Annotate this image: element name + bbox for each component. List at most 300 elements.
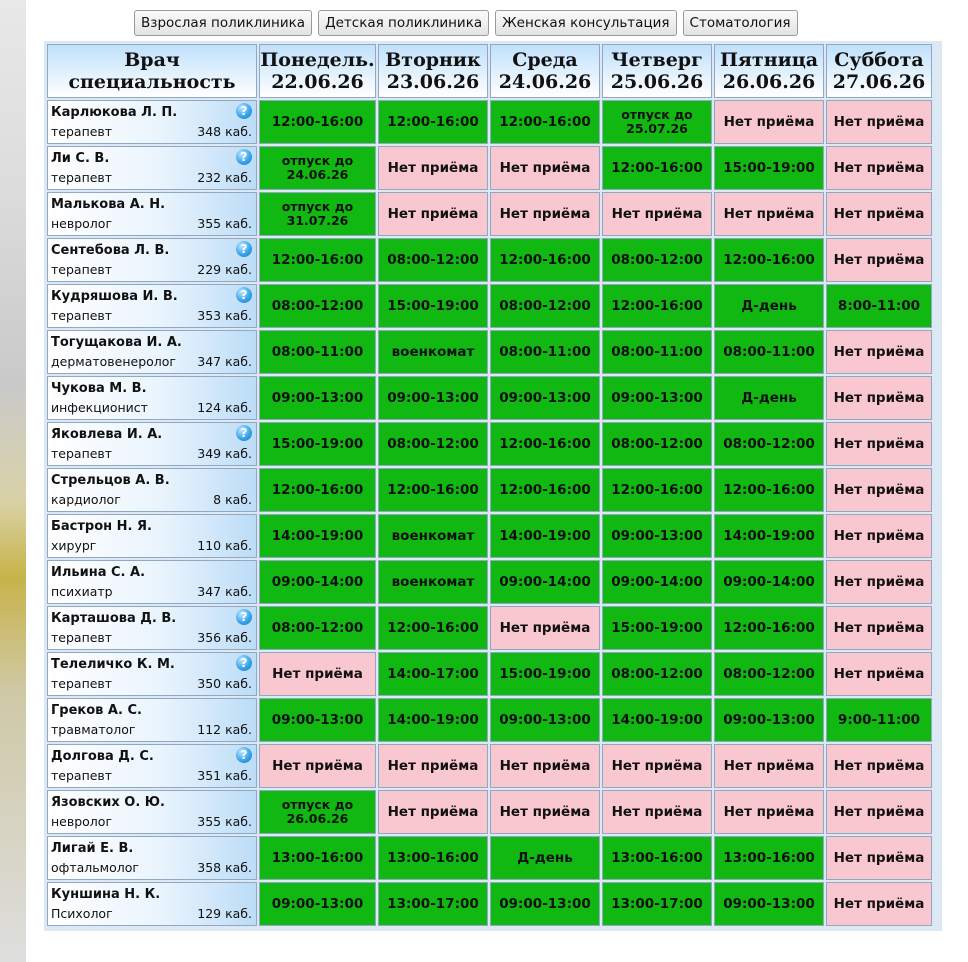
help-icon[interactable]: ? <box>236 425 252 441</box>
slot-text: 13:00-16:00 <box>271 849 364 866</box>
schedule-slot-available[interactable] <box>378 100 488 144</box>
doctor-room: 232 каб. <box>197 170 252 185</box>
schedule-slot-available[interactable] <box>259 422 376 466</box>
schedule-table <box>45 42 934 928</box>
slot-text: 08:00-12:00 <box>611 251 703 268</box>
doctor-name[interactable]: Кудряшова И. В. <box>51 289 178 304</box>
schedule-slot-available[interactable] <box>378 698 488 742</box>
schedule-slot-available[interactable] <box>490 376 600 420</box>
schedule-slot-unavailable <box>826 468 932 512</box>
schedule-slot-unavailable <box>826 330 932 374</box>
schedule-slot-available[interactable] <box>490 560 600 604</box>
table-row <box>47 376 932 420</box>
doctor-cell <box>47 882 257 926</box>
doctor-info <box>48 469 256 511</box>
slot-text: отпуск до 26.06.26 <box>281 797 354 826</box>
schedule-slot-available[interactable] <box>490 422 600 466</box>
slot-text: 09:00-14:00 <box>271 573 364 590</box>
slot-text: Нет приёма <box>272 665 363 682</box>
schedule-slot-unavailable <box>826 882 932 926</box>
schedule-slot-available[interactable] <box>602 146 712 190</box>
day-name: Вторник <box>385 49 481 71</box>
table-row <box>47 606 932 650</box>
schedule-slot-unavailable <box>826 560 932 604</box>
slot-text: отпуск до 25.07.26 <box>621 107 693 136</box>
help-icon[interactable]: ? <box>236 241 252 257</box>
slot-text: Нет приёма <box>387 205 479 222</box>
schedule-slot-available[interactable] <box>259 514 376 558</box>
doctor-cell <box>47 514 257 558</box>
doctor-room: 347 каб. <box>197 584 252 599</box>
schedule-slot-available[interactable] <box>259 698 376 742</box>
schedule-slot-available[interactable] <box>259 560 376 604</box>
slot-text: 8:00-11:00 <box>837 297 921 314</box>
doctor-name[interactable]: Тогущакова И. А. <box>51 335 182 350</box>
schedule-slot-available[interactable] <box>602 100 712 144</box>
slot-text: 13:00-16:00 <box>723 849 815 866</box>
doctor-specialty: дерматовенеролог <box>51 354 176 369</box>
doctor-name[interactable]: Ли С. В. <box>51 151 110 166</box>
table-row <box>47 744 932 788</box>
schedule-slot-available[interactable] <box>602 606 712 650</box>
schedule-slot-available[interactable] <box>378 514 488 558</box>
schedule-slot-unavailable <box>826 192 932 236</box>
slot-text: Нет приёма <box>833 251 925 268</box>
slot-text: 15:00-19:00 <box>723 159 815 176</box>
doctor-info <box>48 193 256 235</box>
slot-text: 12:00-16:00 <box>499 113 591 130</box>
slot-text: военкомат <box>391 343 475 360</box>
slot-text: 08:00-12:00 <box>723 665 815 682</box>
slot-text: Нет приёма <box>723 113 815 130</box>
slot-text: Нет приёма <box>833 159 925 176</box>
doctor-name[interactable]: Малькова А. Н. <box>51 197 166 212</box>
slot-text: 12:00-16:00 <box>499 481 591 498</box>
schedule-slot-available[interactable] <box>259 238 376 282</box>
slot-text: 09:00-13:00 <box>271 389 364 406</box>
slot-text: 09:00-13:00 <box>387 389 479 406</box>
schedule-slot-available[interactable] <box>259 146 376 190</box>
slot-text: военкомат <box>391 573 475 590</box>
table-row <box>47 238 932 282</box>
schedule-slot-available[interactable] <box>714 560 824 604</box>
schedule-slot-available[interactable] <box>714 836 824 880</box>
slot-text: 08:00-12:00 <box>271 619 364 636</box>
slot-text: 15:00-19:00 <box>387 297 479 314</box>
schedule-slot-unavailable <box>826 744 932 788</box>
slot-text: Д-день <box>517 849 573 866</box>
doctor-specialty: Психолог <box>51 906 113 921</box>
slot-text: 08:00-12:00 <box>723 435 815 452</box>
table-row <box>47 790 932 834</box>
tab-dentistry[interactable]: Стоматология <box>683 10 798 36</box>
day-date: 24.06.26 <box>498 71 592 93</box>
schedule-slot-available[interactable] <box>378 882 488 926</box>
schedule-slot-available[interactable] <box>602 514 712 558</box>
doctor-name[interactable]: Бастрон Н. Я. <box>51 519 152 534</box>
slot-text: Нет приёма <box>833 849 925 866</box>
doctor-info <box>48 331 256 373</box>
background-photo-strip <box>0 0 26 962</box>
schedule-slot-unavailable <box>714 790 824 834</box>
slot-text: отпуск до 31.07.26 <box>281 199 354 228</box>
doctor-name[interactable]: Язовских О. Ю. <box>51 795 165 810</box>
schedule-slot-available[interactable] <box>378 422 488 466</box>
schedule-slot-available[interactable] <box>602 422 712 466</box>
clinic-tabs <box>134 10 798 36</box>
help-icon[interactable]: ? <box>236 103 252 119</box>
doctor-room: 351 каб. <box>197 768 252 783</box>
slot-text: 09:00-13:00 <box>499 895 591 912</box>
slot-text: Нет приёма <box>723 757 815 774</box>
slot-text: 09:00-13:00 <box>499 711 591 728</box>
schedule-body <box>47 100 932 926</box>
slot-text: Нет приёма <box>499 803 591 820</box>
day-header-sat <box>826 44 932 98</box>
slot-text: Д-день <box>741 297 797 314</box>
slot-text: 08:00-11:00 <box>499 343 591 360</box>
table-row <box>47 514 932 558</box>
schedule-slot-available[interactable] <box>378 330 488 374</box>
doctor-room: 8 каб. <box>213 492 252 507</box>
schedule-slot-available[interactable] <box>714 698 824 742</box>
schedule-slot-available[interactable] <box>378 238 488 282</box>
slot-text: 12:00-16:00 <box>723 619 815 636</box>
schedule-slot-available[interactable] <box>259 882 376 926</box>
doctor-specialty: хирург <box>51 538 97 553</box>
doctor-room: 349 каб. <box>197 446 252 461</box>
doctor-room: 229 каб. <box>197 262 252 277</box>
doctor-cell <box>47 422 257 466</box>
slot-text: 12:00-16:00 <box>723 481 815 498</box>
slot-text: 12:00-16:00 <box>611 481 703 498</box>
table-row <box>47 422 932 466</box>
doctor-info <box>48 423 256 465</box>
schedule-slot-available[interactable] <box>714 606 824 650</box>
slot-text: Нет приёма <box>833 665 925 682</box>
doctor-name[interactable]: Карлюкова Л. П. <box>51 105 178 120</box>
day-name: Понедель. <box>260 49 375 71</box>
slot-text: Нет приёма <box>833 619 925 636</box>
slot-text: Нет приёма <box>833 113 925 130</box>
day-header-mon <box>259 44 376 98</box>
tab-women-consultation[interactable]: Женская консультация <box>495 10 676 36</box>
schedule-slot-unavailable <box>714 192 824 236</box>
schedule-slot-available[interactable] <box>602 652 712 696</box>
schedule-slot-available[interactable] <box>714 514 824 558</box>
doctor-name[interactable]: Чукова М. В. <box>51 381 147 396</box>
doctor-info <box>48 101 256 143</box>
doctor-name[interactable]: Греков А. С. <box>51 703 142 718</box>
slot-text: Нет приёма <box>833 895 925 912</box>
schedule-slot-available[interactable] <box>490 330 600 374</box>
doctor-info <box>48 607 256 649</box>
schedule-slot-available[interactable] <box>714 652 824 696</box>
doctor-room: 110 каб. <box>197 538 252 553</box>
schedule-slot-available[interactable] <box>259 836 376 880</box>
schedule-slot-available[interactable] <box>714 330 824 374</box>
table-row <box>47 146 932 190</box>
slot-text: 09:00-13:00 <box>499 389 591 406</box>
doctor-column-header <box>47 44 257 98</box>
slot-text: 14:00-19:00 <box>611 711 703 728</box>
day-date: 26.06.26 <box>722 71 816 93</box>
schedule-slot-available[interactable] <box>490 100 600 144</box>
slot-text: 08:00-11:00 <box>611 343 703 360</box>
schedule-slot-available[interactable] <box>602 330 712 374</box>
doctor-specialty: терапевт <box>51 768 113 783</box>
schedule-slot-available[interactable] <box>714 238 824 282</box>
doctor-name[interactable]: Долгова Д. С. <box>51 749 154 764</box>
doctor-name[interactable]: Ильина С. А. <box>51 565 146 580</box>
schedule-slot-available[interactable] <box>378 284 488 328</box>
day-name: Четверг <box>611 49 703 71</box>
doctor-specialty: терапевт <box>51 170 113 185</box>
help-icon[interactable]: ? <box>236 609 252 625</box>
doctor-specialty: терапевт <box>51 630 113 645</box>
slot-text: 08:00-12:00 <box>499 297 591 314</box>
schedule-slot-available[interactable] <box>602 284 712 328</box>
slot-text: 09:00-13:00 <box>723 895 815 912</box>
slot-text: Нет приёма <box>611 803 703 820</box>
schedule-slot-available[interactable] <box>490 698 600 742</box>
schedule-slot-unavailable <box>826 606 932 650</box>
schedule-slot-available[interactable] <box>259 606 376 650</box>
slot-text: 09:00-13:00 <box>723 711 815 728</box>
schedule-slot-available[interactable] <box>602 560 712 604</box>
doctor-cell <box>47 744 257 788</box>
doctor-info <box>48 561 256 603</box>
doctor-info <box>48 377 256 419</box>
doctor-cell <box>47 652 257 696</box>
slot-text: 09:00-14:00 <box>499 573 591 590</box>
slot-text: 08:00-12:00 <box>387 435 479 452</box>
schedule-slot-available[interactable] <box>259 192 376 236</box>
table-row <box>47 468 932 512</box>
doctor-name[interactable]: Лигай Е. В. <box>51 841 134 856</box>
doctor-info <box>48 791 256 833</box>
schedule-slot-available[interactable] <box>602 836 712 880</box>
doctor-specialty: невролог <box>51 814 113 829</box>
schedule-slot-available[interactable] <box>378 836 488 880</box>
schedule-slot-available[interactable] <box>378 606 488 650</box>
slot-text: 13:00-17:00 <box>387 895 479 912</box>
schedule-slot-available[interactable] <box>490 284 600 328</box>
slot-text: 14:00-19:00 <box>387 711 479 728</box>
schedule-slot-available[interactable] <box>378 468 488 512</box>
schedule-slot-available[interactable] <box>826 284 932 328</box>
schedule-slot-available[interactable] <box>714 376 824 420</box>
schedule-slot-available[interactable] <box>259 100 376 144</box>
doctor-name[interactable]: Карташова Д. В. <box>51 611 177 626</box>
slot-text: 15:00-19:00 <box>611 619 703 636</box>
schedule-slot-available[interactable] <box>602 698 712 742</box>
schedule-slot-available[interactable] <box>602 882 712 926</box>
schedule-slot-unavailable <box>714 744 824 788</box>
slot-text: Нет приёма <box>833 343 925 360</box>
schedule-slot-available[interactable] <box>490 836 600 880</box>
schedule-slot-available[interactable] <box>490 652 600 696</box>
table-row <box>47 192 932 236</box>
schedule-slot-available[interactable] <box>378 376 488 420</box>
doctor-room: 124 каб. <box>197 400 252 415</box>
doctor-name[interactable]: Телеличко К. М. <box>51 657 175 672</box>
slot-text: Нет приёма <box>387 159 479 176</box>
slot-text: 12:00-16:00 <box>611 159 703 176</box>
schedule-slot-available[interactable] <box>378 560 488 604</box>
schedule-slot-available[interactable] <box>714 468 824 512</box>
day-name: Суббота <box>834 49 924 71</box>
doctor-name[interactable]: Яковлева И. А. <box>51 427 163 442</box>
schedule-slot-unavailable <box>490 606 600 650</box>
slot-text: Нет приёма <box>833 573 925 590</box>
schedule-slot-available[interactable] <box>490 514 600 558</box>
schedule-slot-unavailable <box>826 376 932 420</box>
slot-text: Нет приёма <box>611 757 703 774</box>
doctor-room: 356 каб. <box>197 630 252 645</box>
schedule-slot-available[interactable] <box>602 468 712 512</box>
tab-adult-clinic[interactable]: Взрослая поликлиника <box>134 10 312 36</box>
help-icon[interactable]: ? <box>236 149 252 165</box>
day-name: Среда <box>512 49 578 71</box>
schedule-slot-available[interactable] <box>602 376 712 420</box>
doctor-info <box>48 515 256 557</box>
schedule-slot-unavailable <box>602 744 712 788</box>
schedule-slot-available[interactable] <box>714 882 824 926</box>
schedule-slot-unavailable <box>714 100 824 144</box>
doctor-cell <box>47 192 257 236</box>
schedule-slot-unavailable <box>490 146 600 190</box>
doctor-specialty: терапевт <box>51 446 113 461</box>
day-header-tue <box>378 44 488 98</box>
doctor-column-title: Врач специальность <box>68 49 236 93</box>
schedule-slot-available[interactable] <box>490 468 600 512</box>
slot-text: Нет приёма <box>499 619 591 636</box>
doctor-name[interactable]: Сентебова Л. В. <box>51 243 170 258</box>
tab-children-clinic[interactable]: Детская поликлиника <box>318 10 489 36</box>
schedule-slot-available[interactable] <box>259 468 376 512</box>
day-date: 22.06.26 <box>271 71 364 93</box>
help-icon[interactable]: ? <box>236 287 252 303</box>
doctor-cell <box>47 376 257 420</box>
schedule-slot-available[interactable] <box>259 790 376 834</box>
schedule-slot-unavailable <box>826 422 932 466</box>
slot-text: Нет приёма <box>387 757 479 774</box>
schedule-slot-unavailable <box>826 146 932 190</box>
schedule-slot-unavailable <box>826 514 932 558</box>
slot-text: отпуск до 24.06.26 <box>281 153 354 182</box>
schedule-slot-unavailable <box>826 100 932 144</box>
day-date: 23.06.26 <box>386 71 480 93</box>
schedule-slot-unavailable <box>826 790 932 834</box>
schedule-slot-available[interactable] <box>714 284 824 328</box>
slot-text: Нет приёма <box>499 757 591 774</box>
slot-text: Нет приёма <box>723 205 815 222</box>
slot-text: 12:00-16:00 <box>271 251 364 268</box>
schedule-slot-available[interactable] <box>714 422 824 466</box>
slot-text: Нет приёма <box>833 481 925 498</box>
slot-text: 12:00-16:00 <box>387 619 479 636</box>
doctor-room: 347 каб. <box>197 354 252 369</box>
doctor-specialty: психиатр <box>51 584 113 599</box>
help-icon[interactable]: ? <box>236 747 252 763</box>
schedule-slot-unavailable <box>826 238 932 282</box>
slot-text: 08:00-12:00 <box>387 251 479 268</box>
doctor-name[interactable]: Куншина Н. К. <box>51 887 161 902</box>
doctor-specialty: терапевт <box>51 676 113 691</box>
slot-text: 14:00-19:00 <box>499 527 591 544</box>
day-header-fri <box>714 44 824 98</box>
slot-text: 12:00-16:00 <box>723 251 815 268</box>
slot-text: военкомат <box>391 527 475 544</box>
schedule-slot-available[interactable] <box>490 238 600 282</box>
slot-text: Нет приёма <box>272 757 363 774</box>
slot-text: 13:00-16:00 <box>611 849 703 866</box>
schedule-slot-available[interactable] <box>259 284 376 328</box>
slot-text: 13:00-17:00 <box>611 895 703 912</box>
slot-text: 08:00-11:00 <box>271 343 364 360</box>
day-header-thu <box>602 44 712 98</box>
slot-text: 09:00-13:00 <box>271 711 364 728</box>
doctor-room: 355 каб. <box>197 216 252 231</box>
slot-text: 12:00-16:00 <box>499 435 591 452</box>
schedule-slot-available[interactable] <box>259 330 376 374</box>
doctor-cell <box>47 560 257 604</box>
slot-text: Нет приёма <box>499 159 591 176</box>
doctor-cell <box>47 836 257 880</box>
doctor-cell <box>47 606 257 650</box>
doctor-specialty: офтальмолог <box>51 860 139 875</box>
slot-text: Нет приёма <box>833 803 925 820</box>
slot-text: 14:00-17:00 <box>387 665 479 682</box>
slot-text: 12:00-16:00 <box>611 297 703 314</box>
schedule-slot-available[interactable] <box>826 698 932 742</box>
slot-text: 08:00-12:00 <box>271 297 364 314</box>
doctor-info <box>48 239 256 281</box>
schedule-slot-unavailable <box>826 836 932 880</box>
doctor-info <box>48 699 256 741</box>
schedule-slot-available[interactable] <box>378 652 488 696</box>
schedule-slot-available[interactable] <box>259 376 376 420</box>
doctor-cell <box>47 146 257 190</box>
schedule-container <box>44 41 942 931</box>
slot-text: 09:00-14:00 <box>723 573 815 590</box>
doctor-specialty: травматолог <box>51 722 136 737</box>
table-row <box>47 836 932 880</box>
slot-text: 12:00-16:00 <box>499 251 591 268</box>
slot-text: 14:00-19:00 <box>723 527 815 544</box>
doctor-room: 355 каб. <box>197 814 252 829</box>
help-icon[interactable]: ? <box>236 655 252 671</box>
doctor-name[interactable]: Стрельцов А. В. <box>51 473 170 488</box>
slot-text: 12:00-16:00 <box>387 481 479 498</box>
doctor-room: 350 каб. <box>197 676 252 691</box>
table-row <box>47 882 932 926</box>
schedule-slot-available[interactable] <box>602 238 712 282</box>
doctor-cell <box>47 790 257 834</box>
schedule-slot-available[interactable] <box>490 882 600 926</box>
slot-text: Нет приёма <box>723 803 815 820</box>
schedule-slot-available[interactable] <box>714 146 824 190</box>
doctor-specialty: терапевт <box>51 262 113 277</box>
schedule-slot-unavailable <box>378 146 488 190</box>
day-name: Пятница <box>719 49 819 71</box>
schedule-slot-unavailable <box>259 744 376 788</box>
doctor-cell <box>47 284 257 328</box>
doctor-info <box>48 745 256 787</box>
day-date: 27.06.26 <box>832 71 926 93</box>
slot-text: 9:00-11:00 <box>837 711 921 728</box>
